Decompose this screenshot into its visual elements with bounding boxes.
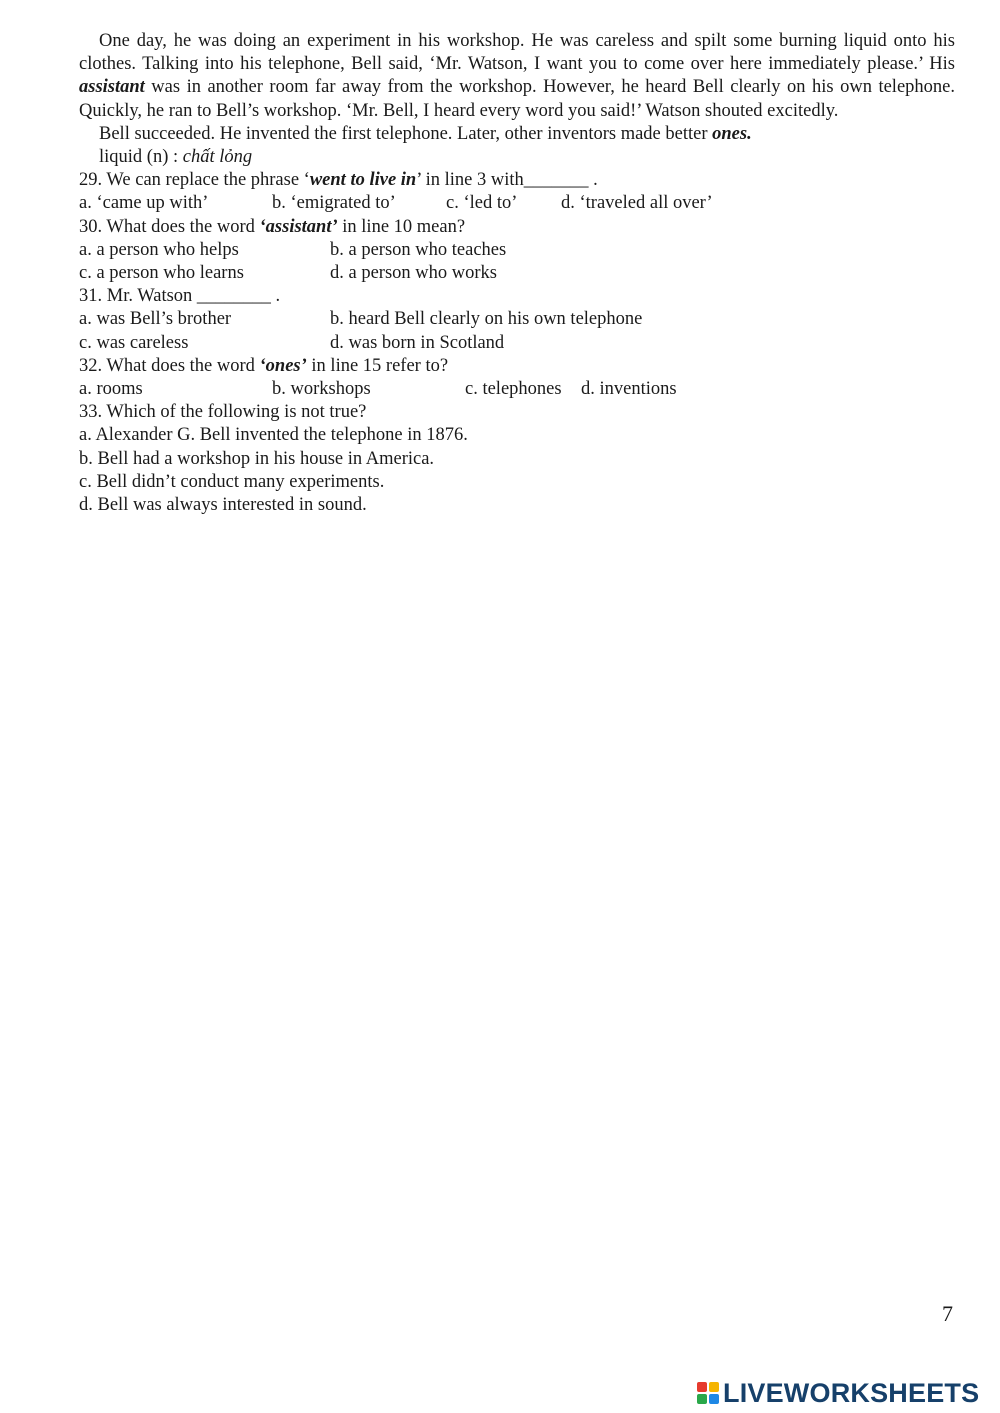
option-31-a[interactable]: a. was Bell’s brother xyxy=(79,309,232,330)
page-number: 7 xyxy=(942,1301,953,1326)
option-29-b[interactable]: b. ‘emigrated to’ xyxy=(272,193,396,214)
option-29-a[interactable]: a. ‘came up with’ xyxy=(79,193,209,214)
question-29: 29. We can replace the phrase ‘went to live in’ in line 3 with_______ . xyxy=(79,170,598,191)
worksheet-content xyxy=(79,30,955,517)
option-29-d[interactable]: d. ‘traveled all over’ xyxy=(561,193,713,214)
option-31-b[interactable]: b. heard Bell clearly on his own telephone xyxy=(330,309,643,330)
question-31: 31. Mr. Watson ________ . xyxy=(79,286,281,307)
option-31-d[interactable]: d. was born in Scotland xyxy=(330,332,505,353)
keyword-ones: ones. xyxy=(712,123,752,144)
question-30-options-row-2 xyxy=(79,262,955,285)
option-30-d[interactable]: d. a person who works xyxy=(330,263,497,284)
option-31-c[interactable]: c. was careless xyxy=(79,332,189,353)
option-33-b[interactable]: b. Bell had a workshop in his house in America. xyxy=(79,448,435,469)
option-33-a[interactable]: a. Alexander G. Bell invented the telephone in 1876. xyxy=(79,425,468,446)
liveworksheets-logo xyxy=(697,1378,979,1408)
logo-square-green xyxy=(697,1394,707,1404)
option-33-c[interactable]: c. Bell didn’t conduct many experiments. xyxy=(79,471,385,492)
question-30: 30. What does the word ‘assistant’ in line 10 mean? xyxy=(79,216,466,237)
option-32-a[interactable]: a. rooms xyxy=(79,379,143,400)
passage-paragraph-2: Bell succeeded. He invented the first telephone. Later, other inventors made better ones. xyxy=(99,123,752,144)
question-32: 32. What does the word ‘ones’ in line 15 refer to? xyxy=(79,355,449,376)
option-30-c[interactable]: c. a person who learns xyxy=(79,263,244,284)
question-29-options xyxy=(79,192,955,215)
question-33: 33. Which of the following is not true? xyxy=(79,402,367,423)
question-30-options-row-1 xyxy=(79,239,955,262)
question-31-options-row-1 xyxy=(79,308,955,331)
option-30-b[interactable]: b. a person who teaches xyxy=(330,239,507,260)
option-33-d[interactable]: d. Bell was always interested in sound. xyxy=(79,495,367,516)
logo-square-blue xyxy=(709,1394,719,1404)
option-29-c[interactable]: c. ‘led to’ xyxy=(446,193,518,214)
logo-square-red xyxy=(697,1382,707,1392)
question-32-options xyxy=(79,378,955,401)
vocabulary-gloss: liquid (n) : chất lỏng xyxy=(99,147,253,168)
passage-paragraph-1: One day, he was doing an experiment in his workshop. He was careless and spilt some burning liquid onto his clothes. Talking into his telephone, Bell said, ‘Mr. Watson, I want you to come over here immediately please.’ His assistant was in another room far away from the workshop. However, he heard Bell clearly on his own telephone. Quickly, he ran to Bell’s workshop. ‘Mr. Bell, I heard every word you said!’ Watson shouted excitedly. xyxy=(79,31,955,121)
option-32-b[interactable]: b. workshops xyxy=(272,379,371,400)
option-30-a[interactable]: a. a person who helps xyxy=(79,239,239,260)
option-32-d[interactable]: d. inventions xyxy=(581,379,677,400)
logo-square-yellow xyxy=(709,1382,719,1392)
option-32-c[interactable]: c. telephones xyxy=(465,379,562,400)
keyword-assistant: assistant xyxy=(79,77,145,98)
liveworksheets-logo-icon xyxy=(697,1382,719,1404)
brand-name: LIVEWORKSHEETS xyxy=(723,1377,980,1408)
question-31-options-row-2 xyxy=(79,332,955,355)
